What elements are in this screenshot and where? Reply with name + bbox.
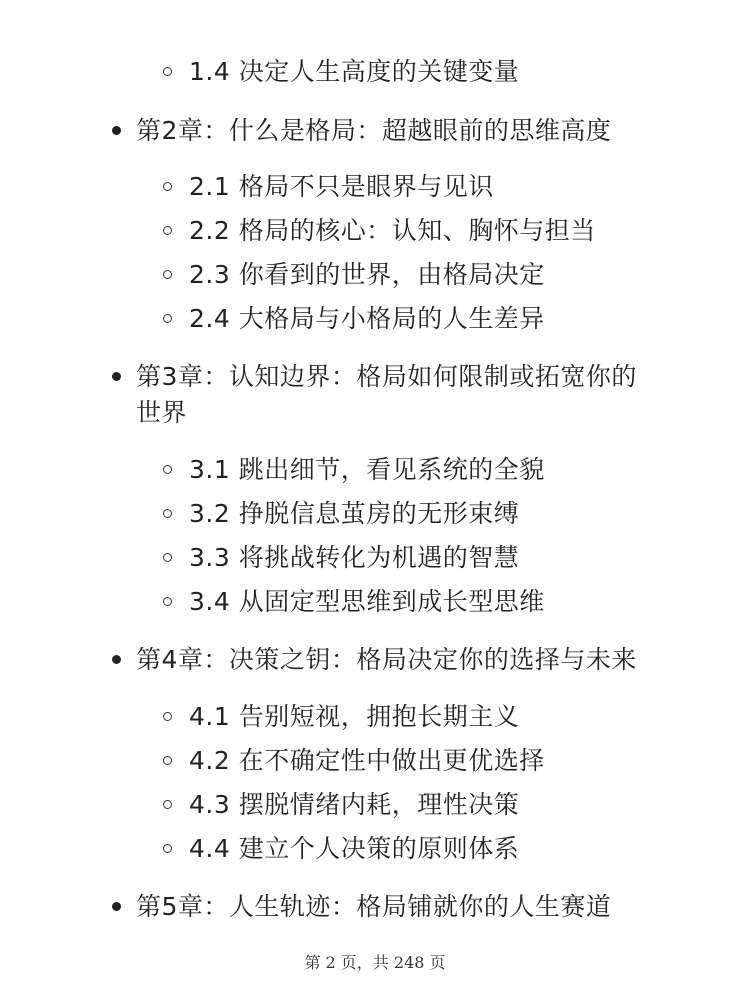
toc-sub-item[interactable]: 3.1 跳出细节，看见系统的全貌 bbox=[189, 455, 545, 484]
sub-bullet-ring bbox=[163, 465, 172, 474]
sub-bullet-ring bbox=[163, 844, 172, 853]
toc-sub-item[interactable]: 3.3 将挑战转化为机遇的智慧 bbox=[189, 543, 520, 572]
chapter-bullet-dot bbox=[112, 372, 121, 381]
toc-chapter-item[interactable]: 第5章：人生轨迹：格局铺就你的人生赛道 bbox=[136, 892, 612, 921]
sub-bullet-ring bbox=[163, 800, 172, 809]
sub-bullet-ring bbox=[163, 314, 172, 323]
chapter-bullet-dot bbox=[112, 902, 121, 911]
toc-sub-item[interactable]: 3.4 从固定型思维到成长型思维 bbox=[189, 587, 545, 616]
sub-bullet-ring bbox=[163, 509, 172, 518]
toc-chapter-item-continued[interactable]: 世界 bbox=[136, 398, 188, 427]
toc-sub-item[interactable]: 4.1 告别短视，拥抱长期主义 bbox=[189, 702, 520, 731]
sub-bullet-ring bbox=[163, 712, 172, 721]
toc-chapter-item[interactable]: 第4章：决策之钥：格局决定你的选择与未来 bbox=[136, 645, 637, 674]
chapter-bullet-dot bbox=[112, 655, 121, 664]
sub-bullet-ring bbox=[163, 756, 172, 765]
toc-sub-item[interactable]: 2.1 格局不只是眼界与见识 bbox=[189, 172, 494, 201]
toc-chapter-item[interactable]: 第3章：认知边界：格局如何限制或拓宽你的 bbox=[136, 362, 637, 391]
toc-sub-item[interactable]: 4.2 在不确定性中做出更优选择 bbox=[189, 746, 545, 775]
sub-bullet-ring bbox=[163, 67, 172, 76]
toc-sub-item[interactable]: 1.4 决定人生高度的关键变量 bbox=[189, 57, 520, 86]
sub-bullet-ring bbox=[163, 270, 172, 279]
toc-sub-item[interactable]: 2.4 大格局与小格局的人生差异 bbox=[189, 304, 545, 333]
chapter-bullet-dot bbox=[112, 126, 121, 135]
toc-chapter-item[interactable]: 第2章：什么是格局：超越眼前的思维高度 bbox=[136, 116, 612, 145]
toc-sub-item[interactable]: 2.3 你看到的世界，由格局决定 bbox=[189, 260, 545, 289]
toc-sub-item[interactable]: 4.4 建立个人决策的原则体系 bbox=[189, 834, 520, 863]
sub-bullet-ring bbox=[163, 597, 172, 606]
sub-bullet-ring bbox=[163, 553, 172, 562]
page-footer: 第 2 页，共 248 页 bbox=[304, 953, 446, 972]
toc-sub-item[interactable]: 4.3 摆脱情绪内耗，理性决策 bbox=[189, 790, 520, 819]
sub-bullet-ring bbox=[163, 226, 172, 235]
sub-bullet-ring bbox=[163, 182, 172, 191]
toc-sub-item[interactable]: 2.2 格局的核心：认知、胸怀与担当 bbox=[189, 216, 596, 245]
toc-sub-item[interactable]: 3.2 挣脱信息茧房的无形束缚 bbox=[189, 499, 520, 528]
